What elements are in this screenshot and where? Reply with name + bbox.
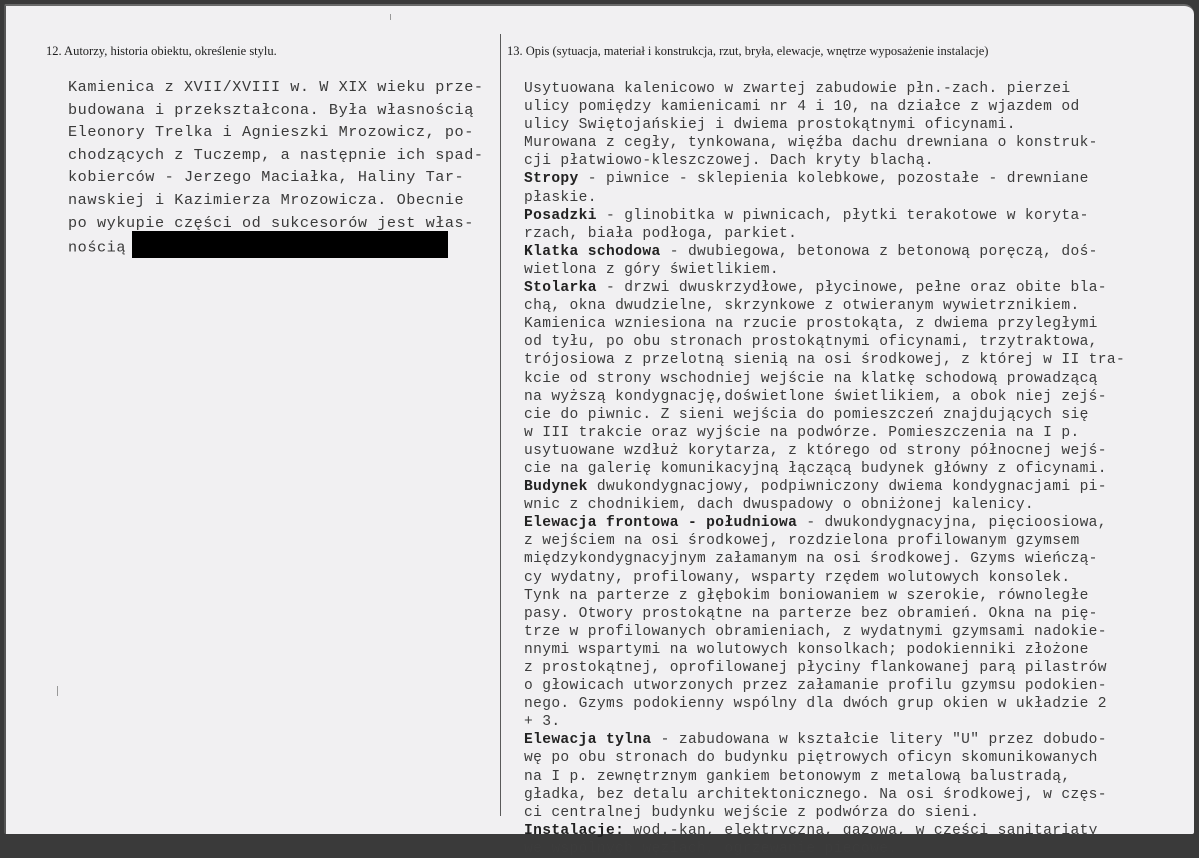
text-line (524, 768, 1164, 786)
line-text: cie na galerię komunikacyjną łączącą budynek główny z oficynami. (524, 460, 1107, 477)
line-text: dwukondygnacjowy, podpiwniczony dwiema kondygnacjami pi- (587, 479, 1107, 496)
text-line (524, 370, 1164, 388)
line-text: wietlona z góry świetlikiem. (524, 261, 780, 278)
line-text: Tynk na parterze z głębokim boniowaniem w szerokie, równoległe (524, 587, 1089, 604)
line-text: rzach, biała podłoga, parkiet. (524, 225, 798, 242)
line-text: wod.-kan, elektryczna, gazowa, w części sanitariaty (624, 822, 1098, 839)
section-13-body (524, 80, 1164, 858)
text-line: Kamienica z XVII/XVIII w. W XIX wieku prze- (68, 78, 484, 96)
line-text: Usytuowana kalenicowo w zwartej zabudowie płn.-zach. pierzei (524, 81, 1071, 97)
text-line (524, 442, 1164, 460)
text-line (524, 388, 1164, 406)
line-text: Kamienica wzniesiona na rzucie prostokąta, z dwiema przyległymi (524, 316, 1098, 333)
line-text: + 3. (524, 714, 561, 731)
text-line (524, 261, 1164, 279)
line-text: usytuowane wzdłuż korytarza, z którego od strony północnej wejś- (524, 442, 1107, 459)
text-line (524, 569, 1164, 587)
line-text: - dwukondygnacyjna, pięcioosiowa, (797, 515, 1107, 532)
text-line (524, 641, 1164, 659)
text-line (524, 478, 1164, 496)
text-line (524, 550, 1164, 568)
text-line (524, 695, 1164, 713)
bold-term: Elewacja tylna (524, 732, 652, 749)
text-line (524, 80, 1164, 98)
text-line (524, 152, 1164, 170)
text-line: nawskiej i Kazimierza Mrozowicza. Obecnie (68, 190, 465, 209)
bold-term: Instalacje: (524, 822, 625, 839)
line-text: - dwubiegowa, betonowa z betonową poręczą, doś- (660, 243, 1098, 260)
text-line (524, 532, 1164, 550)
text-line: po wykupie części od sukcesorów jest włas- (68, 213, 474, 232)
text-line (524, 225, 1164, 243)
text-line (524, 243, 1164, 261)
line-text: płaskie. (524, 189, 597, 206)
scan-speck (57, 686, 58, 696)
column-divider (500, 34, 501, 816)
text-line (524, 713, 1164, 731)
line-text: ulicy pomiędzy kamienicami nr 4 i 10, na działce z wjazdem od (524, 99, 1080, 116)
line-text: nnymi wspartymi na wolutowych konsolkach; podokienniki złożone (524, 641, 1089, 658)
text-line (524, 731, 1164, 749)
line-text: cie do piwnic. Z sieni wejścia do pomieszczeń znajdujących się (524, 406, 1089, 423)
line-text: trze w profilowanych obramieniach, z wydatnymi gzymsami nadokie- (524, 623, 1107, 640)
line-text: nego. Gzyms podokienny wspólny dla dwóch grup okien w układzie 2 (524, 696, 1107, 713)
text-line (524, 406, 1164, 424)
line-text: międzykondygnacyjnym załamanym na osi środkowej. Gzyms wieńczą- (524, 551, 1098, 568)
text-line (524, 189, 1164, 207)
text-line (524, 116, 1164, 134)
line-text: z wejściem na osi środkowej, rozdzielona profilowanym gzymsem (524, 533, 1080, 550)
line-text: ulicy Swiętojańskiej i dwiema prostokątnymi oficynami. (524, 117, 1016, 134)
text-line (524, 587, 1164, 605)
line-text: - piwnice - sklepienia kolebkowe, pozostałe - drewniane (578, 171, 1089, 188)
line-text: wnic z chodnikiem, dach dwuspadowy o obniżonej kalenicy. (524, 497, 1035, 514)
line-text: z prostokątnej, oprofilowanej płyciny flankowanej parą pilastrów (524, 660, 1107, 676)
bold-term: Elewacja frontowa - południowa (524, 515, 798, 532)
line-text: na wyższą kondygnację,doświetlone świetlikiem, a obok niej zejś- (524, 388, 1107, 405)
line-text: cy wydatny, profilowany, wsparty rzędem wolutowych konsolek. (524, 569, 1071, 586)
text-line: kobierców - Jerzego Maciałka, Haliny Tar- (68, 168, 465, 187)
text-line (524, 460, 1164, 478)
scan-speck (390, 14, 391, 20)
section-12-body (68, 76, 488, 257)
line-text: wę po obu stronach do budynku piętrowych oficyn skomunikowanych (524, 750, 1098, 767)
text-line (524, 840, 1164, 858)
bold-term: Stolarka (524, 280, 597, 297)
text-line (524, 98, 1164, 116)
line-text: Murowana z cegły, tynkowana, więźba dachu drewniana o konstruk- (524, 135, 1098, 152)
text-line: Eleonory Trelka i Agnieszki Mrozowicz, po- (68, 123, 474, 142)
text-line (524, 279, 1164, 297)
line-text: o głowicach utworzonych przez załamanie profilu gzymsu podokien- (524, 678, 1107, 695)
bold-term: Posadzki (524, 207, 597, 224)
line-text: w III trakcie oraz wyjście na podwórze. Pomieszczenia na I p. (524, 424, 1080, 441)
text-line (524, 496, 1164, 514)
text-line (524, 315, 1164, 333)
line-text: od tyłu, po obu stronach prostokątnymi oficynami, trzytraktowa, (524, 334, 1098, 351)
text-line (524, 333, 1164, 351)
section-12-heading: 12. Autorzy, historia obiektu, określenie stylu. (46, 44, 277, 58)
text-line (524, 749, 1164, 767)
text-line (524, 514, 1164, 532)
text-line (524, 804, 1164, 822)
line-text: trójosiowa z przelotną sienią na osi środkowej, z której w II tra- (524, 352, 1126, 369)
text-line (524, 424, 1164, 442)
text-line (524, 207, 1164, 225)
text-line (524, 605, 1164, 623)
line-text: kcie od strony wschodniej wejście na klatkę schodową prowadzącą (524, 370, 1098, 387)
text-line (524, 677, 1164, 695)
line-text: chą, okna dwudzielne, skrzynkowe z otwieranym wywietrznikiem. (524, 298, 1080, 315)
line-text: - drzwi dwuskrzydłowe, płycinowe, pełne oraz obite bla- (596, 280, 1107, 297)
line-text: - zabudowana w kształcie litery "U" przez dobudo- (651, 732, 1107, 749)
bold-term: Klatka schodowa (524, 243, 661, 260)
text-line (524, 170, 1164, 188)
text-line (524, 786, 1164, 804)
line-text: - glinobitka w piwnicach, płytki terakotowe w koryta- (596, 207, 1089, 224)
section-13-heading: 13. Opis (sytuacja, materiał i konstrukcja, rzut, bryła, elewacje, wnętrze wyposażenie instalacje) (507, 44, 989, 58)
line-text: ci centralnej budynku wejście z podwórza do sieni. (524, 804, 980, 821)
text-line (524, 351, 1164, 369)
text-line (68, 234, 488, 257)
redaction-block (132, 231, 448, 258)
bold-term: Budynek (524, 479, 588, 496)
text-line (524, 822, 1164, 840)
line-text: gładka, bez detalu architektonicznego. Na osi środkowej, w częs- (524, 786, 1107, 803)
line-text: we wspólnych węzłach, ogrzewanie piecowe. (524, 840, 898, 857)
text-line (524, 297, 1164, 315)
line-text: cji płatwiowo-kleszczowej. Dach kryty blachą. (524, 153, 934, 170)
text-line: chodzących z Tuczemp, a następnie ich spad- (68, 145, 484, 164)
text-line-last: nością (68, 238, 126, 257)
text-line: budowana i przekształcona. Była własnością (68, 100, 474, 119)
line-text: pasy. Otwory prostokątne na parterze bez obramień. Okna na pię- (524, 605, 1098, 622)
bold-term: Stropy (524, 171, 579, 188)
text-line (524, 134, 1164, 152)
scanned-document-page (4, 4, 1194, 857)
text-line (524, 659, 1164, 677)
line-text: na I p. zewnętrznym gankiem betonowym z metalową balustradą, (524, 768, 1071, 785)
text-line (524, 623, 1164, 641)
